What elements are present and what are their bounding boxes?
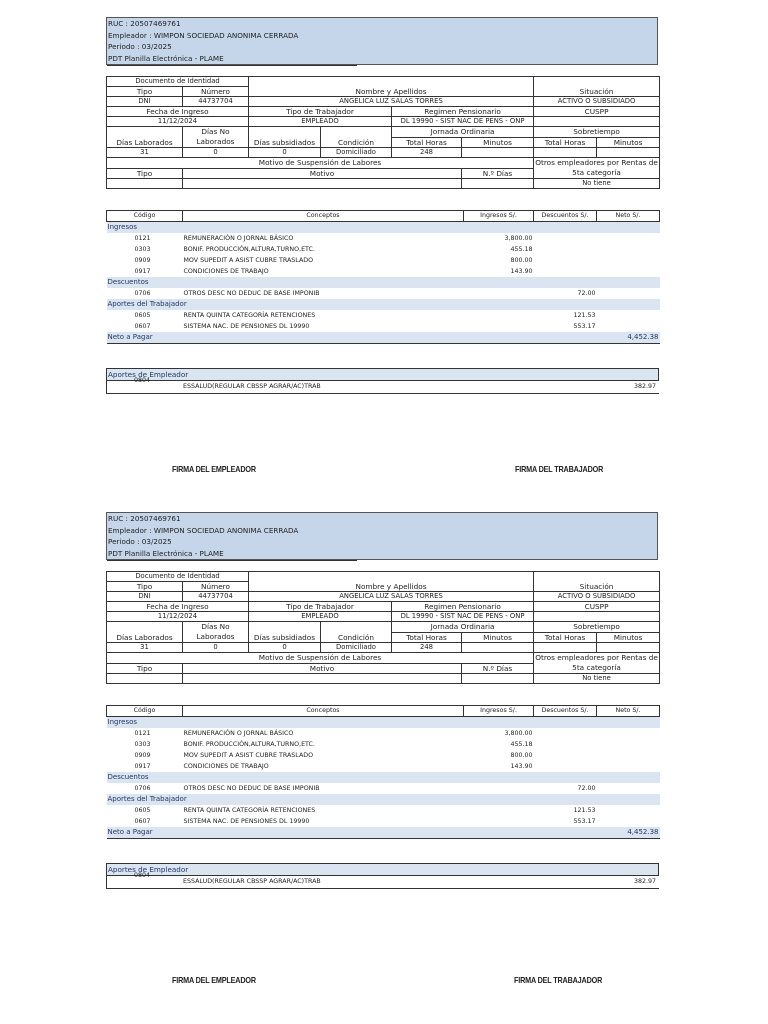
table-row [107,739,660,750]
col-ingresos: Ingresos S/. [464,706,534,717]
worker-signature-label: FIRMA DEL TRABAJADOR [514,975,603,985]
concept-name: OTROS DESC NO DEDUC DE BASE IMPONIB [183,290,320,297]
ruc-line: RUC : 20507469761 [108,19,181,28]
sobre-min-label: Minutos [597,632,660,643]
concepts-table [106,705,660,839]
ingreso-amount: 143.90 [510,763,533,770]
numero-label: Número [183,87,249,97]
table-row [107,321,660,332]
table-row [107,783,660,794]
jornada-min-value [462,643,534,653]
worker-info-table [106,571,660,684]
aportes-section: Aportes del Trabajador [107,299,660,310]
jornada-label: Jornada Ordinaria [392,127,534,138]
jornada-min-value [462,148,534,158]
concept-code: 0917 [134,763,151,770]
numero-label: Número [183,582,249,592]
condicion-value: Domiciliado [321,643,392,653]
dias-sub-label: Días subsidiados [249,127,321,148]
concept-name: SISTEMA NAC. DE PENSIONES DL 19990 [183,323,310,330]
descuentos-section: Descuentos [107,277,660,288]
aporte-amount: 121.53 [573,807,596,814]
ingreso-amount: 455.18 [510,741,533,748]
table-row [107,288,660,299]
jornada-min-label: Minutos [462,137,534,148]
regimen-value: DL 19990 - SIST NAC DE PENS - ONP [392,612,534,622]
mot-tipo-value [107,674,183,684]
table-row [107,728,660,739]
worker-name-value: ANGELICA LUZ SALAS TORRES [249,97,534,107]
table-row [107,310,660,321]
tipo-trab-value: EMPLEADO [249,612,392,622]
employer-contrib-name: ESSALUD(REGULAR CBSSP AGRAR/AC)TRAB [183,878,321,885]
concept-code: 0121 [134,730,151,737]
aportes-section: Aportes del Trabajador [107,794,660,805]
concept-name: CONDICIONES DE TRABAJO [183,763,269,770]
col-conceptos: Conceptos [183,706,464,717]
table-row [107,816,660,827]
employer-contrib-code: 0804 [134,872,151,879]
dias-sub-value: 0 [249,148,321,158]
motivo-label: Motivo de Suspensión de Labores [107,653,534,664]
tipo-label: Tipo [107,87,183,97]
concept-name: REMUNERACIÓN O JORNAL BÁSICO [183,730,294,737]
concept-name: BONIF. PRODUCCIÓN,ALTURA,TURNO,ETC. [183,741,315,748]
tipo-trab-value: EMPLEADO [249,117,392,127]
doc-label: Documento de Identidad [107,572,249,582]
cuspp-label: CUSPP [534,602,660,612]
aporte-amount: 121.53 [573,312,596,319]
condicion-label: Condición [321,622,392,643]
mot-tipo-label: Tipo [107,168,183,179]
situacion-value: ACTIVO O SUBSIDIADO [534,97,660,107]
mot-motivo-value [183,674,462,684]
neto-value: 4,452.38 [597,332,660,344]
regimen-label: Regimen Pensionario [392,107,534,117]
sobre-horas-value [534,148,597,158]
otros-label: Otros empleadores por Rentas de 5ta categoría [535,158,658,177]
doc-label: Documento de Identidad [107,77,249,87]
name-label: Nombre y Apellidos [249,572,534,592]
concept-code: 0917 [134,268,151,275]
worker-name-value: ANGELICA LUZ SALAS TORRES [249,592,534,602]
employer-line: Empleador : WIMPON SOCIEDAD ANONIMA CERRADA [108,525,299,535]
cuspp-value [534,612,660,622]
dias-lab-label: Días Laborados [107,127,183,148]
descuento-amount: 72.00 [577,290,596,297]
col-codigo: Código [107,706,183,717]
concept-name: RENTA QUINTA CATEGORÍA RETENCIONES [183,312,316,319]
mot-motivo-value [183,179,462,189]
dias-no-value: 0 [183,148,249,158]
concepts-table [106,210,660,344]
concept-name: OTROS DESC NO DEDUC DE BASE IMPONIB [183,785,320,792]
table-row [107,761,660,772]
doc-type-value: DNI [107,97,183,107]
employer-contrib-row [106,872,659,889]
dias-no-value: 0 [183,643,249,653]
col-codigo: Código [107,211,183,222]
employer-contrib-label: Aportes de Empleador [106,863,659,876]
ingreso-amount: 3,800.00 [504,235,533,242]
employer-contrib-amount: 382.97 [633,383,656,390]
form-line: PDT Planilla Electrónica - PLAME [108,53,224,63]
mot-dias-label: N.º Días [462,168,534,179]
table-row [107,233,660,244]
concept-code: 0303 [134,246,151,253]
concept-code: 0303 [134,741,151,748]
employer-line: Empleador : WIMPON SOCIEDAD ANONIMA CERRADA [108,30,299,40]
payslip-copy [0,0,768,508]
ingreso-amount: 143.90 [510,268,533,275]
regimen-value: DL 19990 - SIST NAC DE PENS - ONP [392,117,534,127]
payslip-copy-duplicate [0,495,768,1003]
col-neto: Neto S/. [597,211,660,222]
descuentos-section: Descuentos [107,772,660,783]
cuspp-value [534,117,660,127]
concept-code: 0607 [134,323,151,330]
sobre-horas-label: Total Horas [534,137,597,148]
concept-code: 0909 [134,257,151,264]
motivo-label: Motivo de Suspensión de Labores [107,158,534,169]
fecha-label: Fecha de Ingreso [107,602,249,612]
otros-value: No tiene [534,674,660,684]
col-neto: Neto S/. [597,706,660,717]
dias-lab-value: 31 [107,148,183,158]
concept-code: 0605 [134,312,151,319]
concept-name: CONDICIONES DE TRABAJO [183,268,269,275]
concept-code: 0121 [134,235,151,242]
concept-name: RENTA QUINTA CATEGORÍA RETENCIONES [183,807,316,814]
ingreso-amount: 3,800.00 [504,730,533,737]
jornada-horas-label: Total Horas [392,137,462,148]
concept-name: SISTEMA NAC. DE PENSIONES DL 19990 [183,818,310,825]
ingresos-section: Ingresos [107,222,660,234]
col-descuentos: Descuentos S/. [534,211,597,222]
name-label: Nombre y Apellidos [249,77,534,97]
concept-code: 0909 [134,752,151,759]
ingreso-amount: 800.00 [510,752,533,759]
situacion-label: Situación [534,572,660,592]
dias-lab-value: 31 [107,643,183,653]
concept-name: REMUNERACIÓN O JORNAL BÁSICO [183,235,294,242]
situacion-value: ACTIVO O SUBSIDIADO [534,592,660,602]
concept-name: BONIF. PRODUCCIÓN,ALTURA,TURNO,ETC. [183,246,315,253]
sobre-min-value [597,643,660,653]
otros-label: Otros empleadores por Rentas de 5ta categoría [535,653,658,672]
employer-contributions [106,863,659,889]
fecha-value: 11/12/2024 [107,612,249,622]
period-line: Periodo : 03/2025 [108,537,172,546]
worker-signature-label: FIRMA DEL TRABAJADOR [515,464,604,474]
concept-code: 0607 [134,818,151,825]
mot-dias-label: N.º Días [462,663,534,674]
ingresos-section: Ingresos [107,717,660,729]
tipo-trab-label: Tipo de Trabajador [249,107,392,117]
dias-no-label: Días No Laborados [183,127,249,148]
concept-code: 0605 [134,807,151,814]
mot-tipo-value [107,179,183,189]
mot-dias-value [462,674,534,684]
table-row [107,266,660,277]
sobre-horas-value [534,643,597,653]
dias-lab-label: Días Laborados [107,622,183,643]
concept-code: 0706 [134,290,151,297]
mot-motivo-label: Motivo [183,168,462,179]
employer-contributions [106,368,659,394]
jornada-horas-value: 248 [392,148,462,158]
worker-info-table [106,76,660,189]
sobretiempo-label: Sobretiempo [534,127,660,138]
payslip-header [106,17,658,65]
table-row [107,255,660,266]
situacion-label: Situación [534,77,660,97]
jornada-min-label: Minutos [462,632,534,643]
ingreso-amount: 800.00 [510,257,533,264]
doc-number-value: 44737704 [183,97,249,107]
cuspp-label: CUSPP [534,107,660,117]
employer-signature-label: FIRMA DEL EMPLEADOR [172,464,256,474]
ruc-line: RUC : 20507469761 [108,514,181,523]
aporte-amount: 553.17 [573,323,596,330]
ingreso-amount: 455.18 [510,246,533,253]
concept-name: MOV SUPEDIT A ASIST CUBRE TRASLADO [183,752,314,759]
table-row [107,805,660,816]
table-row [107,244,660,255]
jornada-horas-value: 248 [392,643,462,653]
descuento-amount: 72.00 [577,785,596,792]
aporte-amount: 553.17 [573,818,596,825]
sobretiempo-label: Sobretiempo [534,622,660,633]
tipo-label: Tipo [107,582,183,592]
otros-value: No tiene [534,179,660,189]
employer-contrib-code: 0804 [134,377,151,384]
jornada-label: Jornada Ordinaria [392,622,534,633]
concept-name: MOV SUPEDIT A ASIST CUBRE TRASLADO [183,257,314,264]
col-ingresos: Ingresos S/. [464,211,534,222]
employer-contrib-row [106,377,659,394]
sobre-min-value [597,148,660,158]
concept-code: 0706 [134,785,151,792]
dias-no-label: Días No Laborados [183,622,249,643]
fecha-label: Fecha de Ingreso [107,107,249,117]
period-line: Periodo : 03/2025 [108,42,172,51]
condicion-label: Condición [321,127,392,148]
employer-contrib-name: ESSALUD(REGULAR CBSSP AGRAR/AC)TRAB [183,383,321,390]
fecha-value: 11/12/2024 [107,117,249,127]
employer-contrib-label: Aportes de Empleador [106,368,659,381]
mot-motivo-label: Motivo [183,663,462,674]
sobre-min-label: Minutos [597,137,660,148]
payslip-header [106,512,658,560]
col-descuentos: Descuentos S/. [534,706,597,717]
employer-signature-label: FIRMA DEL EMPLEADOR [172,975,256,985]
neto-label: Neto a Pagar [107,332,597,344]
dias-sub-value: 0 [249,643,321,653]
form-line: PDT Planilla Electrónica - PLAME [108,548,224,558]
doc-type-value: DNI [107,592,183,602]
table-row [107,750,660,761]
mot-dias-value [462,179,534,189]
employer-contrib-amount: 382.97 [633,878,656,885]
dias-sub-label: Días subsidiados [249,622,321,643]
sobre-horas-label: Total Horas [534,632,597,643]
neto-label: Neto a Pagar [107,827,597,839]
condicion-value: Domiciliado [321,148,392,158]
tipo-trab-label: Tipo de Trabajador [249,602,392,612]
neto-value: 4,452.38 [597,827,660,839]
jornada-horas-label: Total Horas [392,632,462,643]
col-conceptos: Conceptos [183,211,464,222]
doc-number-value: 44737704 [183,592,249,602]
mot-tipo-label: Tipo [107,663,183,674]
regimen-label: Regimen Pensionario [392,602,534,612]
